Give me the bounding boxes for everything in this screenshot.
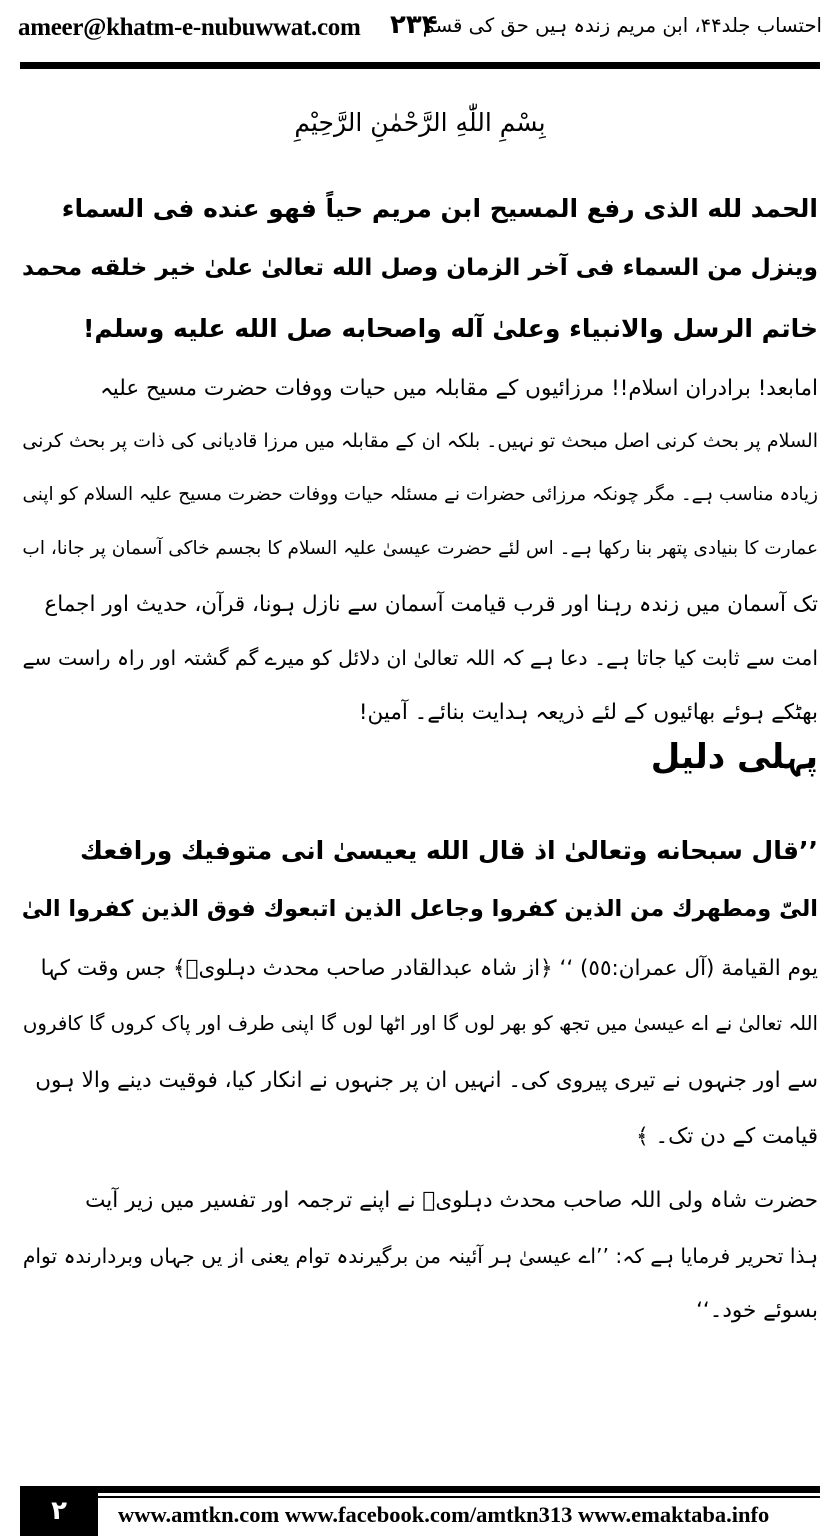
- text-line: ’’قال سبحانه وتعالىٰ اذ قال الله يعيسىٰ انى متوفيك ورافعك: [80, 836, 818, 865]
- text-line: قیامت کے دن تک۔ ﴾: [636, 1124, 818, 1149]
- footer-urls[interactable]: www.amtkn.com www.facebook.com/amtkn313 www.emaktaba.info: [118, 1502, 770, 1527]
- footer-rule: [98, 1486, 820, 1493]
- page-header: [18, 10, 822, 58]
- text-line: تک آسمان میں زندہ رہنا اور قرب قیامت آسمان سے نازل ہونا، قرآن، حدیث اور اجماع: [44, 592, 818, 617]
- text-line: زیادہ مناسب ہے۔ مگر چونکہ مرزائی حضرات نے مسئلہ حیات ووفات حضرت مسیح علیہ السلام کو اپنی: [22, 484, 818, 505]
- bismillah-heading: بِسْمِ اللّٰهِ الرَّحْمٰنِ الرَّحِيْمِ: [294, 108, 546, 137]
- header-email[interactable]: ameer@khatm-e-nubuwwat.com: [18, 14, 361, 41]
- text-line: بھٹکے ہوئے بھائیوں کے لئے ذریعہ ہدایت بنائے۔ آمین!: [358, 700, 818, 725]
- header-title: احتساب جلد۴۴، ابن مریم زندہ ہیں حق کی قسم: [422, 14, 822, 37]
- text-line: سے اور جنہوں نے تیری پیروی کی۔ انہیں ان پر جنہوں نے انکار کیا، فوقیت دینے والا ہوں: [35, 1068, 818, 1093]
- footer-page-number: ۲: [20, 1486, 98, 1536]
- text-line: امابعد! برادران اسلام!! مرزائیوں کے مقابلہ میں حیات ووفات حضرت مسیح علیہ: [100, 376, 818, 401]
- text-line: وينزل من السماء فى آخر الزمان وصل الله تعالىٰ علىٰ خير خلقه محمد: [21, 254, 818, 281]
- text-line: يوم القيامة (آل عمران:٥٥) ‘‘ ﴿از شاہ عبدالقادر صاحب محدث دہلویؒ﴾ جس وقت کہا: [40, 956, 818, 981]
- text-line: امت سے ثابت کیا جاتا ہے۔ دعا ہے کہ اللہ تعالیٰ ان دلائل کو میرے گم گشتہ اور راہ راست سے: [22, 646, 818, 670]
- text-line: اللہ تعالیٰ نے اے عیسیٰ میں تجھ کو بھر لوں گا اور اٹھا لوں گا اپنی طرف اور پاک کروں گا کافروں: [22, 1012, 818, 1035]
- text-line: حضرت شاہ ولی اللہ صاحب محدث دہلویؒ نے اپنے ترجمہ اور تفسیر میں زیر آیت: [85, 1188, 818, 1213]
- text-line: الىّ ومطهرك من الذين كفروا وجاعل الذين اتبعوك فوق الذين كفروا الىٰ: [21, 896, 818, 922]
- text-line: السلام پر بحث کرنی اصل مبحث تو نہیں۔ بلکہ ان کے مقابلہ میں مرزا قادیانی کی ذات پر بحث کرنی: [22, 430, 818, 452]
- text-line: الحمد لله الذى رفع المسيح ابن مريم حياً فهو عنده فى السماء: [61, 194, 818, 223]
- page-footer: [0, 1486, 840, 1540]
- footer-rule-thin: [98, 1496, 820, 1498]
- text-line: خاتم الرسل والانبياء وعلىٰ آله واصحابه صل الله عليه وسلم!: [82, 314, 818, 343]
- header-rule: [20, 62, 820, 69]
- text-line: بسوئے خود۔‘‘: [696, 1298, 818, 1323]
- header-page-number: ۲۳۴: [390, 10, 438, 40]
- text-line: ہذا تحریر فرمایا ہے کہ: ’’اے عیسیٰ ہر آئینہ من برگیرندہ توام یعنی از یں جہاں وبردارندہ توام: [22, 1244, 818, 1268]
- text-line: عمارت کا بنیادی پتھر بنا رکھا ہے۔ اس لئے حضرت عیسیٰ علیہ السلام کا بجسم خاکی آسمان پر جانا، اب: [22, 538, 818, 559]
- section-heading: پہلی دلیل: [650, 737, 818, 777]
